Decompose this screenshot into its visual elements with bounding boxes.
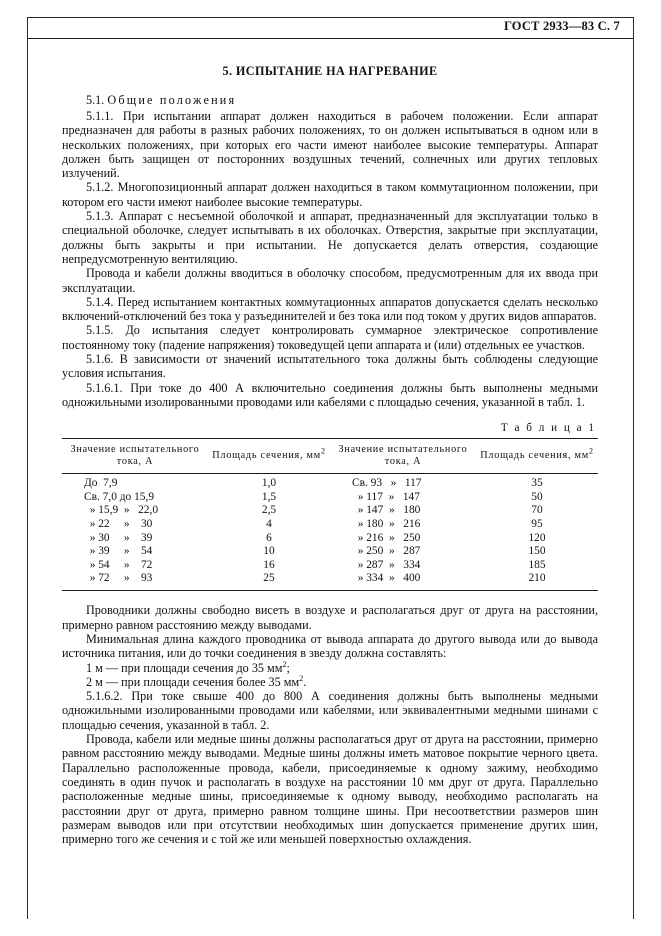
paragraph-length-2m bbox=[62, 675, 598, 689]
column-header-current-right-line2: тока, А bbox=[384, 456, 422, 468]
cell-area-right: 35 bbox=[531, 477, 543, 490]
table-row bbox=[62, 491, 598, 505]
table-caption: Т а б л и ц а 1 bbox=[500, 422, 596, 435]
page-header-standard-reference: ГОСТ 2933—83 С. 7 bbox=[503, 19, 620, 33]
cell-area-right: 50 bbox=[531, 490, 543, 503]
test-current-cross-section-table bbox=[62, 438, 598, 590]
cell-current-left: Св. 7,0 до 15,9 bbox=[84, 490, 155, 503]
paragraph-5-1-3: 5.1.3. Аппарат с несъемной оболочкой и аппарат, предназначенный для эксплуатации только в специальной оболочке, следует испытывать в их оболочках. Отверстия, закрытые при эксплуатации, должны быть закрыты и при испытании. Не допускается делать отверстия, создающие непредусмотренную вентиляцию. bbox=[62, 209, 598, 266]
paragraph-conductors-hanging: Проводники должны свободно висеть в воздухе и располагаться друг от друга на расстоянии, примерно равном расстоянию между выводами. bbox=[62, 603, 598, 632]
cell-area-left: 6 bbox=[266, 531, 272, 544]
cell-current-left: » 72 » 93 bbox=[84, 572, 153, 585]
length-2m-exponent: 2 bbox=[299, 673, 304, 683]
subsection-title: Общие положения bbox=[107, 93, 237, 107]
cell-area-left: 1,5 bbox=[261, 490, 277, 503]
paragraph-5-1-4: 5.1.4. Перед испытанием контактных коммутационных аппаратов допускается сделать несколько включений-отключений без тока у разъединителей и без тока или под током у других видов аппаратов. bbox=[62, 294, 598, 324]
post-table-text-block bbox=[62, 603, 598, 846]
cell-current-left: » 22 » 30 bbox=[84, 518, 153, 531]
table-header-row bbox=[62, 439, 598, 474]
paragraph-5-1-6-1: 5.1.6.1. При токе до 400 А включительно соединения должны быть выполнены медными одножильными изолированными проводами или кабелями с площадью сечения, указанной в табл. 1. bbox=[62, 380, 598, 409]
table-row bbox=[62, 518, 598, 532]
cell-area-right: 150 bbox=[528, 545, 546, 558]
table-bottom-rule bbox=[62, 590, 598, 591]
cell-current-left: » 54 » 72 bbox=[84, 558, 153, 571]
cell-area-left: 16 bbox=[263, 558, 275, 571]
column-header-area-left bbox=[208, 439, 330, 474]
cell-current-left: » 15,9 » 22,0 bbox=[84, 504, 159, 517]
column-header-current-left-line1: Значение испытательного bbox=[70, 444, 200, 456]
column-header-current-right-line1: Значение испытательного bbox=[338, 444, 468, 456]
paragraph-5-1-1: 5.1.1. При испытании аппарат должен находиться в рабочем положении. Если аппарат предназначен для работы в разных рабочих положениях, то он должен испытываться в одном или в нескольких положениях, при которых его части имеют наиболее высокие температуры. Аппарат должен быть защищен от посторонних воздушных течений, солнечных или других тепловых излучений. bbox=[62, 109, 598, 181]
paragraph-length-1m bbox=[62, 661, 598, 675]
length-1m-text: 1 м — при площади сечения до 35 мм bbox=[86, 660, 283, 675]
table-body bbox=[62, 474, 598, 590]
table-row bbox=[62, 474, 598, 491]
cell-area-left: 10 bbox=[263, 545, 275, 558]
table-row bbox=[62, 572, 598, 590]
cell-current-right: » 147 » 180 bbox=[352, 504, 421, 517]
cell-current-right: » 180 » 216 bbox=[352, 518, 421, 531]
cell-area-right: 210 bbox=[528, 572, 546, 585]
column-header-area-right-exponent: 2 bbox=[588, 446, 594, 456]
length-1m-exponent: 2 bbox=[282, 659, 287, 669]
cell-area-right: 95 bbox=[531, 518, 543, 531]
column-header-area-right bbox=[476, 439, 598, 474]
table-header-row-group bbox=[62, 439, 598, 474]
table-row bbox=[62, 532, 598, 546]
length-1m-suffix: ; bbox=[286, 660, 290, 675]
cell-area-left: 4 bbox=[266, 518, 272, 531]
cell-current-right: » 117 » 147 bbox=[352, 490, 420, 503]
cell-area-left: 2,5 bbox=[261, 504, 277, 517]
cell-current-left: » 39 » 54 bbox=[84, 545, 153, 558]
length-2m-suffix: . bbox=[303, 674, 307, 689]
paragraph-5-1-6-2: 5.1.6.2. При токе свыше 400 до 800 А соединения должны быть выполнены медными одножильными изолированными проводами или кабелями, или эквивалентными медными шинами с площадью сечения, указанной в табл. 2. bbox=[62, 689, 598, 732]
subsection-number: 5.1. bbox=[86, 93, 105, 107]
page-header-rule bbox=[27, 38, 634, 39]
cell-area-left: 25 bbox=[263, 572, 275, 585]
column-header-area-right-text: Площадь сечения, мм bbox=[480, 450, 589, 462]
column-header-current-right bbox=[330, 439, 476, 474]
table-row bbox=[62, 559, 598, 573]
cell-area-right: 120 bbox=[528, 531, 546, 544]
section-title: 5. ИСПЫТАНИЕ НА НАГРЕВАНИЕ bbox=[222, 64, 438, 78]
cell-current-right: » 334 » 400 bbox=[352, 572, 421, 585]
paragraph-5-1-2: 5.1.2. Многопозиционный аппарат должен находиться в таком коммутационном положении, при котором его части имеют наиболее высокие температуры. bbox=[62, 180, 598, 209]
column-header-area-left-text: Площадь сечения, мм bbox=[212, 450, 321, 462]
page-frame-right-border bbox=[633, 17, 634, 919]
cell-area-right: 70 bbox=[531, 504, 543, 517]
paragraph-5-1-3-continued: Провода и кабели должны вводиться в оболочку способом, предусмотренным для их ввода при эксплуатации. bbox=[62, 266, 598, 295]
table-row bbox=[62, 545, 598, 559]
cell-area-right: 185 bbox=[528, 558, 546, 571]
cell-current-right: Св. 93 » 117 bbox=[352, 477, 422, 490]
page-frame-top-border bbox=[27, 17, 634, 18]
paragraph-5-1-5: 5.1.5. До испытания следует контролировать суммарное электрическое сопротивление постоянному току (падение напряжения) токоведущей цепи аппарата и (или) отдельных ее участков. bbox=[62, 323, 598, 352]
cell-current-right: » 250 » 287 bbox=[352, 545, 421, 558]
cell-current-left: » 30 » 39 bbox=[84, 531, 153, 544]
column-header-current-left-line2: тока, А bbox=[116, 456, 154, 468]
paragraph-5-1-6: 5.1.6. В зависимости от значений испытательного тока должны быть соблюдены следующие условия испытания. bbox=[62, 352, 598, 381]
cell-current-right: » 287 » 334 bbox=[352, 558, 421, 571]
subsection-heading bbox=[62, 93, 598, 108]
cell-current-left: До 7,9 bbox=[84, 477, 118, 490]
column-header-area-left-exponent: 2 bbox=[320, 446, 326, 456]
table-row bbox=[62, 504, 598, 518]
page-frame-left-border bbox=[27, 17, 28, 919]
length-2m-text: 2 м — при площади сечения более 35 мм bbox=[86, 674, 300, 689]
paragraph-busbar-placement: Провода, кабели или медные шины должны располагаться друг от друга на расстоянии, примерно равном расстоянию между выводами. Медные шины должны иметь матовое покрытие черного цвета. Параллельно расположенные провода, кабели, присоединяемые к одному зажиму, необходимо соединять в один пучок и располагать в воздухе на расстоянии 10 мм друг от друга. Параллельно расположенные медные шины, присоединяемые к одному выводу, необходимо располагать на расстоянии друг от друга, примерно равном толщине шины. При несоответствии размеров шин размерам выводов или при отсутствии необходимых шин допускается применение других шин, примерно того же сечения и с той же или меньшей поверхностью охлаждения. bbox=[62, 732, 598, 847]
document-content bbox=[62, 56, 598, 846]
paragraph-minimum-length: Минимальная длина каждого проводника от вывода аппарата до другого вывода или до вывода источника питания, или до точки соединения в звезду должна составлять: bbox=[62, 631, 598, 661]
cell-current-right: » 216 » 250 bbox=[352, 531, 421, 544]
cell-area-left: 1,0 bbox=[261, 477, 277, 490]
column-header-current-left bbox=[62, 439, 208, 474]
